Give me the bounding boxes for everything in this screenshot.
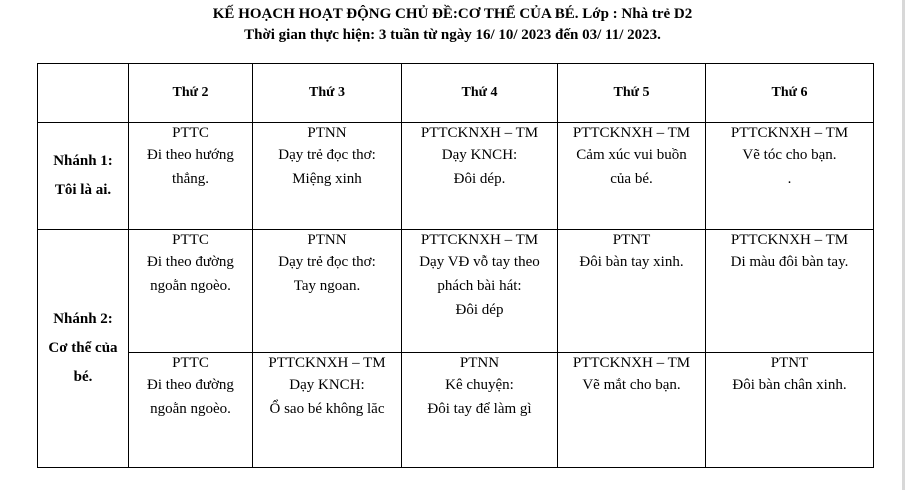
document-subtitle: Thời gian thực hiện: 3 tuần từ ngày 16/ 10/ 2023 đến 03/ 11/ 2023.: [244, 27, 661, 43]
activity-text: Đi theo hướng: [147, 147, 234, 163]
table-row: [38, 230, 874, 353]
activity-text: phách bài hát:: [437, 278, 522, 294]
activity-text: Dạy trẻ đọc thơ:: [278, 254, 376, 270]
header-row: [38, 64, 874, 123]
activity-text: Đôi bàn tay xinh.: [579, 254, 684, 270]
activity-cell: [706, 230, 874, 353]
activity-domain: PTNT: [612, 232, 651, 248]
activity-plan-table: [37, 63, 874, 468]
activity-text: Miệng xinh: [292, 171, 362, 187]
activity-text: Vẽ mắt cho bạn.: [582, 377, 681, 393]
table-row: [38, 123, 874, 230]
activity-text: .: [787, 171, 792, 187]
activity-cell: [129, 353, 253, 468]
activity-domain: PTTCKNXH – TM: [420, 125, 539, 141]
activity-cell: [558, 123, 706, 230]
activity-text: Đôi bàn chân xinh.: [732, 377, 847, 393]
activity-cell: [129, 230, 253, 353]
branch-label-cell: [38, 123, 129, 230]
activity-cell: [558, 353, 706, 468]
activity-cell: [402, 123, 558, 230]
branch-label-line: Nhánh 1:: [53, 153, 113, 169]
activity-text: Kê chuyện:: [445, 377, 514, 393]
activity-cell: [129, 123, 253, 230]
activity-text: Đi theo đường: [147, 254, 234, 270]
activity-text: Vẽ tóc cho bạn.: [742, 147, 837, 163]
activity-cell: [253, 353, 402, 468]
table-row: [38, 353, 874, 468]
activity-text: của bé.: [610, 171, 653, 187]
activity-text: Ổ sao bé không lăc: [269, 401, 385, 417]
day-header: Thứ 6: [706, 64, 874, 123]
activity-text: Dạy VĐ vỗ tay theo: [419, 254, 540, 270]
branch-label-line: bé.: [73, 369, 93, 385]
activity-cell: [558, 230, 706, 353]
activity-text: Dạy trẻ đọc thơ:: [278, 147, 376, 163]
activity-domain: PTNN: [307, 125, 347, 141]
activity-cell: [402, 230, 558, 353]
activity-domain: PTTCKNXH – TM: [730, 125, 849, 141]
activity-cell: [402, 353, 558, 468]
activity-text: thẳng.: [171, 171, 210, 187]
activity-domain: PTTCKNXH – TM: [572, 355, 691, 371]
activity-text: Đôi dép: [455, 302, 504, 318]
activity-domain: PTNN: [459, 355, 500, 371]
branch-label-line: Cơ thể của: [48, 340, 118, 356]
branch-label-line: Tôi là ai.: [54, 182, 112, 198]
corner-cell: [38, 64, 129, 123]
activity-text: Đôi tay để làm gì: [427, 401, 532, 417]
activity-domain: PTTC: [172, 355, 209, 371]
activity-cell: [706, 353, 874, 468]
branch-label-cell: [38, 230, 129, 468]
activity-text: ngoằn ngoèo.: [150, 278, 231, 294]
activity-text: Dạy KNCH:: [441, 147, 518, 163]
day-header: Thứ 4: [402, 64, 558, 123]
activity-cell: [706, 123, 874, 230]
activity-text: Di màu đôi bàn tay.: [730, 254, 849, 270]
activity-text: Đôi dép.: [453, 171, 506, 187]
day-header: Thứ 3: [253, 64, 402, 123]
activity-domain: PTTCKNXH – TM: [572, 125, 691, 141]
activity-text: Dạy KNCH:: [289, 377, 365, 393]
document-title: KẾ HOẠCH HOẠT ĐỘNG CHỦ ĐỀ:CƠ THỂ CỦA BÉ. Lớp : Nhà trẻ D2: [212, 6, 693, 22]
activity-domain: PTNN: [307, 232, 347, 248]
activity-cell: [253, 123, 402, 230]
activity-domain: PTTCKNXH – TM: [730, 232, 849, 248]
day-header: Thứ 5: [558, 64, 706, 123]
activity-text: ngoằn ngoèo.: [150, 401, 231, 417]
activity-domain: PTTC: [172, 232, 209, 248]
activity-text: Đi theo đường: [147, 377, 234, 393]
activity-text: Tay ngoan.: [293, 278, 361, 294]
activity-domain: PTTCKNXH – TM: [420, 232, 539, 248]
branch-label-line: Nhánh 2:: [53, 311, 113, 327]
activity-domain: PTTCKNXH – TM: [268, 355, 386, 371]
activity-cell: [253, 230, 402, 353]
activity-domain: PTNT: [770, 355, 809, 371]
day-header: Thứ 2: [129, 64, 253, 123]
activity-domain: PTTC: [172, 125, 209, 141]
activity-text: Cảm xúc vui buồn: [576, 147, 687, 163]
